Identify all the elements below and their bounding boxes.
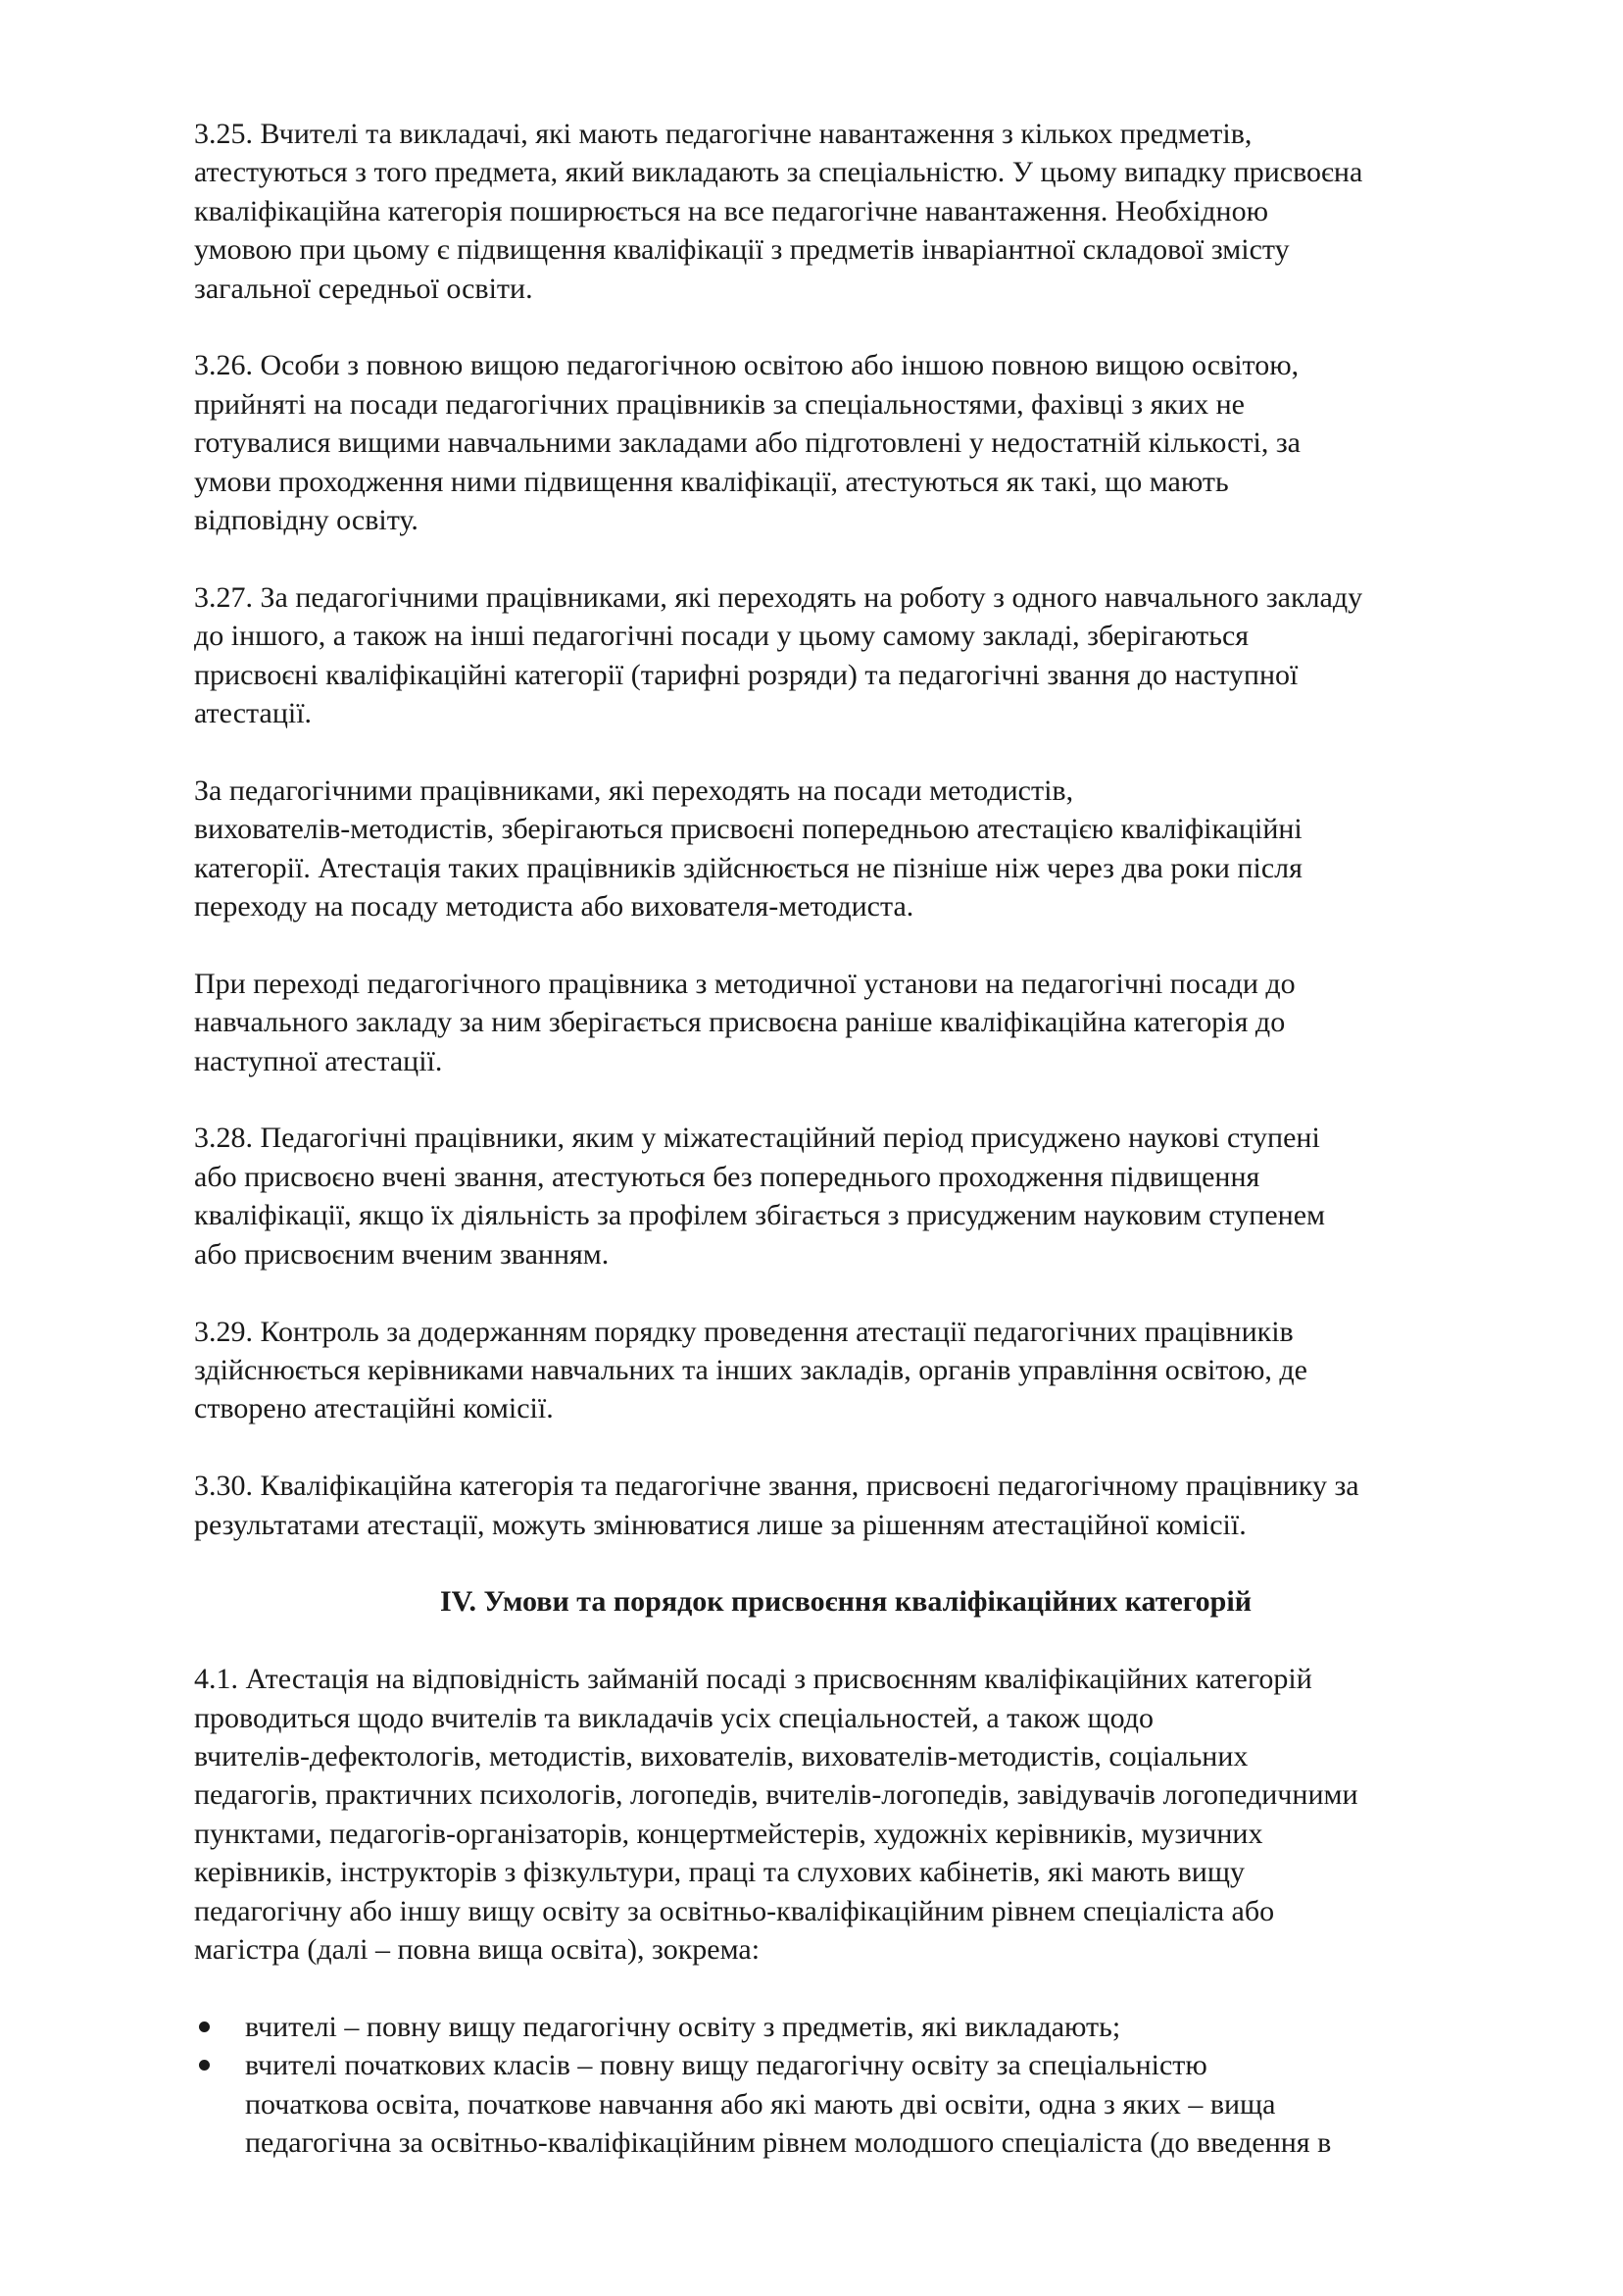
paragraph xyxy=(194,965,1498,1080)
paragraph-line: відповідну освіту. xyxy=(194,504,418,537)
paragraph-line: умови проходження ними підвищення кваліфікації, атестуються як такі, що мають xyxy=(194,465,1229,498)
paragraph-line: атестації. xyxy=(194,697,313,730)
paragraph-line: педагогічну або іншу вищу освіту за освітньо-кваліфікаційним рівнем спеціаліста або xyxy=(194,1894,1275,1927)
paragraph-line: умовою при цьому є підвищення кваліфікації з предметів інваріантної складової змісту xyxy=(194,233,1290,267)
paragraph-line: проводиться щодо вчителів та викладачів усіх спеціальностей, а також щодо xyxy=(194,1701,1154,1734)
paragraph-line: створено атестаційні комісії. xyxy=(194,1392,554,1425)
list-item-line: початкова освіта, початкове навчання або які мають дві освіти, одна з яких – вища xyxy=(245,2087,1276,2121)
paragraph-line: педагогів, практичних психологів, логопедів, вчителів-логопедів, завідувачів логопедичними xyxy=(194,1778,1358,1812)
paragraph-line: загальної середньої освіти. xyxy=(194,272,533,305)
paragraph-line: переходу на посаду методиста або вихователя-методиста. xyxy=(194,890,914,923)
list-item xyxy=(194,2008,1498,2046)
paragraph-line: кваліфікації, якщо їх діяльність за профілем збігається з присудженим науковим ступенем xyxy=(194,1199,1325,1232)
paragraph-line: 3.25. Вчителі та викладачі, які мають педагогічне навантаження з кількох предметів, xyxy=(194,118,1253,150)
paragraph-line: пунктами, педагогів-організаторів, концертмейстерів, художніх керівників, музичних xyxy=(194,1817,1263,1850)
paragraph-line: результатами атестації, можуть змінюватися лише за рішенням атестаційної комісії. xyxy=(194,1508,1247,1541)
paragraph-line: За педагогічними працівниками, які переходять на посади методистів, xyxy=(194,774,1074,807)
paragraph-line: При переході педагогічного працівника з методичної установи на педагогічні посади до xyxy=(194,967,1296,1000)
paragraph xyxy=(194,1119,1498,1273)
paragraph-line: 3.28. Педагогічні працівники, яким у міжатестаційний період присуджено наукові ступені xyxy=(194,1122,1320,1155)
paragraph-line: або присвоєним вченим званням. xyxy=(194,1237,610,1271)
paragraph-line: або присвоєно вчені звання, атестуються без попереднього проходження підвищення xyxy=(194,1160,1260,1193)
paragraph-line: 3.27. За педагогічними працівниками, які переходять на роботу з одного навчального закладу xyxy=(194,580,1363,614)
paragraph xyxy=(194,1313,1498,1428)
paragraph-line: наступної атестації. xyxy=(194,1044,443,1077)
paragraph-line: керівників, інструкторів з фізкультури, праці та слухових кабінетів, які мають вищу xyxy=(194,1856,1245,1889)
paragraph-line: готувалися вищими навчальними закладами або підготовлені у недостатній кількості, за xyxy=(194,426,1301,460)
paragraph-line: магістра (далі – повна вища освіта), зокрема: xyxy=(194,1932,761,1966)
paragraph-line: 3.29. Контроль за додержанням порядку проведення атестації педагогічних працівників xyxy=(194,1315,1294,1348)
paragraph-line: 4.1. Атестація на відповідність займаній посаді з присвоєнням кваліфікаційних категорій xyxy=(194,1663,1312,1696)
paragraph xyxy=(194,1660,1498,1969)
paragraph-line: кваліфікаційна категорія поширюється на все педагогічне навантаження. Необхідною xyxy=(194,194,1269,227)
paragraphs-before-heading xyxy=(194,115,1498,1544)
paragraph xyxy=(194,1467,1498,1544)
list-item xyxy=(194,2046,1498,2162)
paragraph xyxy=(194,772,1498,926)
list-item-line: вчителі початкових класів – повну вищу педагогічну освіту за спеціальністю xyxy=(245,2049,1207,2082)
paragraph-line: навчального закладу за ним зберігається присвоєна раніше кваліфікаційна категорія до xyxy=(194,1006,1286,1039)
paragraph-line: атестуються з того предмета, який викладають за спеціальністю. У цьому випадку присвоєна xyxy=(194,156,1363,189)
paragraph-line: здійснюється керівниками навчальних та інших закладів, органів управління освітою, де xyxy=(194,1353,1308,1386)
paragraph-line: категорії. Атестація таких працівників здійснюється не пізніше ніж через два роки після xyxy=(194,851,1303,884)
paragraph-line: вихователів-методистів, зберігаються присвоєні попередньою атестацією кваліфікаційні xyxy=(194,813,1303,846)
paragraph-line: присвоєні кваліфікаційні категорії (тарифні розряди) та педагогічні звання до наступної xyxy=(194,658,1299,691)
list-item-line: вчителі – повну вищу педагогічну освіту з предметів, які викладають; xyxy=(245,2010,1121,2043)
paragraph xyxy=(194,578,1498,733)
paragraph-line: 3.26. Особи з повною вищою педагогічною освітою або іншою повною вищою освітою, xyxy=(194,349,1300,382)
bullet-list xyxy=(194,2008,1498,2163)
paragraph-line: до іншого, а також на інші педагогічні посади у цьому самому закладі, зберігаються xyxy=(194,620,1250,653)
paragraph-line: 3.30. Кваліфікаційна категорія та педагогічне звання, присвоєні педагогічному працівнику за xyxy=(194,1470,1359,1503)
section-heading: IV. Умови та порядок присвоєння кваліфікаційних категорій xyxy=(439,1585,1252,1619)
document-content xyxy=(194,115,1498,2162)
paragraph-line: прийняті на посади педагогічних працівників за спеціальностями, фахівці з яких не xyxy=(194,387,1245,421)
list-item-line: педагогічна за освітньо-кваліфікаційним рівнем молодшого спеціаліста (до введення в xyxy=(245,2125,1332,2159)
paragraph-line: вчителів-дефектологів, методистів, вихователів, вихователів-методистів, соціальних xyxy=(194,1739,1249,1772)
paragraph xyxy=(194,346,1498,539)
paragraphs-after-heading xyxy=(194,1660,1498,1969)
paragraph xyxy=(194,115,1498,308)
